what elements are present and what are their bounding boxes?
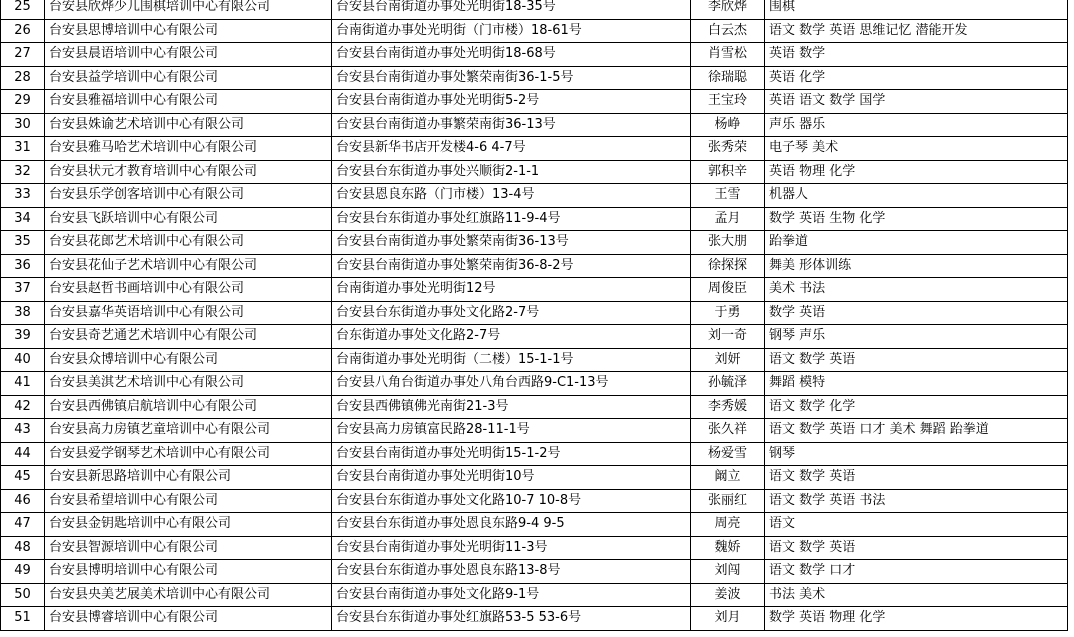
institution-name-cell: 台安县美淇艺术培训中心有限公司 bbox=[45, 372, 332, 396]
table-row bbox=[1, 372, 1068, 396]
address-cell: 台安县恩良东路（门市楼）13-4号 bbox=[332, 184, 691, 208]
row-number-cell: 34 bbox=[1, 207, 45, 231]
row-number-cell: 30 bbox=[1, 113, 45, 137]
institution-name-cell: 台安县花仙子艺术培训中心有限公司 bbox=[45, 254, 332, 278]
institution-name-cell: 台安县雅马哈艺术培训中心有限公司 bbox=[45, 137, 332, 161]
table-row bbox=[1, 19, 1068, 43]
institution-name-cell: 台安县姝谕艺术培训中心有限公司 bbox=[45, 113, 332, 137]
address-cell: 台安县台南街道办事繁荣南街36-13号 bbox=[332, 113, 691, 137]
subjects-cell: 英语 语文 数学 国学 bbox=[765, 90, 1068, 114]
table-row bbox=[1, 90, 1068, 114]
table-row bbox=[1, 113, 1068, 137]
contact-person-cell: 张秀荣 bbox=[691, 137, 765, 161]
address-cell: 台安县台南街道办事处光明街18-68号 bbox=[332, 43, 691, 67]
address-cell: 台南街道办事处光明街（二楼）15-1-1号 bbox=[332, 348, 691, 372]
contact-person-cell: 刘妍 bbox=[691, 348, 765, 372]
subjects-cell: 英语 物理 化学 bbox=[765, 160, 1068, 184]
address-cell: 台安县台东街道办事处文化路2-7号 bbox=[332, 301, 691, 325]
contact-person-cell: 郭积辛 bbox=[691, 160, 765, 184]
subjects-cell: 英语 数学 bbox=[765, 43, 1068, 67]
address-cell: 台安县台南街道办事处光明街5-2号 bbox=[332, 90, 691, 114]
contact-person-cell: 孟月 bbox=[691, 207, 765, 231]
subjects-cell: 书法 美术 bbox=[765, 583, 1068, 607]
row-number-cell: 43 bbox=[1, 419, 45, 443]
table-row bbox=[1, 395, 1068, 419]
institution-name-cell: 台安县爱学钢琴艺术培训中心有限公司 bbox=[45, 442, 332, 466]
address-cell: 台南街道办事处光明街12号 bbox=[332, 278, 691, 302]
subjects-cell: 舞蹈 模特 bbox=[765, 372, 1068, 396]
table-row bbox=[1, 536, 1068, 560]
subjects-cell: 声乐 器乐 bbox=[765, 113, 1068, 137]
address-cell: 台安县台南街道办事处光明街10号 bbox=[332, 466, 691, 490]
institution-name-cell: 台安县金钥匙培训中心有限公司 bbox=[45, 513, 332, 537]
address-cell: 台安县台南街道办事处光明街18-35号 bbox=[332, 0, 691, 19]
row-number-cell: 50 bbox=[1, 583, 45, 607]
address-cell: 台安县台南街道办事处繁荣南街36-8-2号 bbox=[332, 254, 691, 278]
contact-person-cell: 孙毓泽 bbox=[691, 372, 765, 396]
row-number-cell: 25 bbox=[1, 0, 45, 19]
table-row bbox=[1, 560, 1068, 584]
table-row bbox=[1, 513, 1068, 537]
table-row bbox=[1, 207, 1068, 231]
institution-name-cell: 台安县西佛镇启航培训中心有限公司 bbox=[45, 395, 332, 419]
subjects-cell: 语文 bbox=[765, 513, 1068, 537]
subjects-cell: 语文 数学 英语 bbox=[765, 536, 1068, 560]
row-number-cell: 44 bbox=[1, 442, 45, 466]
row-number-cell: 48 bbox=[1, 536, 45, 560]
table-row bbox=[1, 43, 1068, 67]
address-cell: 台安县八角台街道办事处八角台西路9-C1-13号 bbox=[332, 372, 691, 396]
subjects-cell: 语文 数学 英语 思维记忆 潜能开发 bbox=[765, 19, 1068, 43]
table-row bbox=[1, 348, 1068, 372]
row-number-cell: 27 bbox=[1, 43, 45, 67]
subjects-cell: 围棋 bbox=[765, 0, 1068, 19]
institution-name-cell: 台安县雅福培训中心有限公司 bbox=[45, 90, 332, 114]
address-cell: 台安县台东街道办事处文化路10-7 10-8号 bbox=[332, 489, 691, 513]
row-number-cell: 33 bbox=[1, 184, 45, 208]
institution-name-cell: 台安县嘉华英语培训中心有限公司 bbox=[45, 301, 332, 325]
contact-person-cell: 王雪 bbox=[691, 184, 765, 208]
institution-name-cell: 台安县花郎艺术培训中心有限公司 bbox=[45, 231, 332, 255]
contact-person-cell: 张大朋 bbox=[691, 231, 765, 255]
table-row bbox=[1, 184, 1068, 208]
institution-name-cell: 台安县众博培训中心有限公司 bbox=[45, 348, 332, 372]
institution-name-cell: 台安县飞跃培训中心有限公司 bbox=[45, 207, 332, 231]
table-row bbox=[1, 489, 1068, 513]
institution-name-cell: 台安县高力房镇艺童培训中心有限公司 bbox=[45, 419, 332, 443]
contact-person-cell: 张丽红 bbox=[691, 489, 765, 513]
row-number-cell: 32 bbox=[1, 160, 45, 184]
table-row bbox=[1, 419, 1068, 443]
address-cell: 台安县台东街道办事处恩良东路9-4 9-5 bbox=[332, 513, 691, 537]
address-cell: 台安县台东街道办事处兴顺街2-1-1 bbox=[332, 160, 691, 184]
table-row bbox=[1, 254, 1068, 278]
institution-name-cell: 台安县晨语培训中心有限公司 bbox=[45, 43, 332, 67]
contact-person-cell: 周亮 bbox=[691, 513, 765, 537]
institution-name-cell: 台安县奇艺通艺术培训中心有限公司 bbox=[45, 325, 332, 349]
table-row bbox=[1, 231, 1068, 255]
row-number-cell: 37 bbox=[1, 278, 45, 302]
institution-name-cell: 台安县新思路培训中心有限公司 bbox=[45, 466, 332, 490]
institution-name-cell: 台安县思博培训中心有限公司 bbox=[45, 19, 332, 43]
subjects-cell: 机器人 bbox=[765, 184, 1068, 208]
contact-person-cell: 徐探探 bbox=[691, 254, 765, 278]
subjects-cell: 语文 数学 口才 bbox=[765, 560, 1068, 584]
institution-name-cell: 台安县益学培训中心有限公司 bbox=[45, 66, 332, 90]
contact-person-cell: 阚立 bbox=[691, 466, 765, 490]
address-cell: 台安县台南街道办事处光明街15-1-2号 bbox=[332, 442, 691, 466]
row-number-cell: 41 bbox=[1, 372, 45, 396]
contact-person-cell: 白云杰 bbox=[691, 19, 765, 43]
row-number-cell: 29 bbox=[1, 90, 45, 114]
row-number-cell: 26 bbox=[1, 19, 45, 43]
row-number-cell: 28 bbox=[1, 66, 45, 90]
address-cell: 台安县台南街道办事处文化路9-1号 bbox=[332, 583, 691, 607]
contact-person-cell: 刘月 bbox=[691, 607, 765, 631]
address-cell: 台东街道办事处文化路2-7号 bbox=[332, 325, 691, 349]
table-row bbox=[1, 137, 1068, 161]
row-number-cell: 35 bbox=[1, 231, 45, 255]
contact-person-cell: 周俊臣 bbox=[691, 278, 765, 302]
institution-name-cell: 台安县欣烨少儿围棋培训中心有限公司 bbox=[45, 0, 332, 19]
institution-name-cell: 台安县希望培训中心有限公司 bbox=[45, 489, 332, 513]
subjects-cell: 语文 数学 英语 bbox=[765, 348, 1068, 372]
institution-name-cell: 台安县乐学创客培训中心有限公司 bbox=[45, 184, 332, 208]
table-row bbox=[1, 0, 1068, 19]
contact-person-cell: 刘闯 bbox=[691, 560, 765, 584]
table-row bbox=[1, 583, 1068, 607]
table-body bbox=[1, 0, 1068, 630]
subjects-cell: 语文 数学 英语 bbox=[765, 466, 1068, 490]
address-cell: 台安县高力房镇富民路28-11-1号 bbox=[332, 419, 691, 443]
address-cell: 台安县台南街道办事处繁荣南街36-1-5号 bbox=[332, 66, 691, 90]
subjects-cell: 美术 书法 bbox=[765, 278, 1068, 302]
row-number-cell: 38 bbox=[1, 301, 45, 325]
table-row bbox=[1, 466, 1068, 490]
address-cell: 台南街道办事处光明街（门市楼）18-61号 bbox=[332, 19, 691, 43]
row-number-cell: 49 bbox=[1, 560, 45, 584]
subjects-cell: 钢琴 声乐 bbox=[765, 325, 1068, 349]
address-cell: 台安县新华书店开发楼4-6 4-7号 bbox=[332, 137, 691, 161]
institution-name-cell: 台安县央美艺展美术培训中心有限公司 bbox=[45, 583, 332, 607]
contact-person-cell: 李秀媛 bbox=[691, 395, 765, 419]
row-number-cell: 42 bbox=[1, 395, 45, 419]
subjects-cell: 语文 数学 英语 书法 bbox=[765, 489, 1068, 513]
address-cell: 台安县西佛镇佛光南街21-3号 bbox=[332, 395, 691, 419]
row-number-cell: 39 bbox=[1, 325, 45, 349]
institution-name-cell: 台安县博明培训中心有限公司 bbox=[45, 560, 332, 584]
address-cell: 台安县台南街道办事处繁荣南街36-13号 bbox=[332, 231, 691, 255]
row-number-cell: 46 bbox=[1, 489, 45, 513]
subjects-cell: 英语 化学 bbox=[765, 66, 1068, 90]
contact-person-cell: 魏娇 bbox=[691, 536, 765, 560]
address-cell: 台安县台东街道办事处红旗路11-9-4号 bbox=[332, 207, 691, 231]
address-cell: 台安县台东街道办事处恩良东路13-8号 bbox=[332, 560, 691, 584]
table-row bbox=[1, 278, 1068, 302]
contact-person-cell: 徐瑞聪 bbox=[691, 66, 765, 90]
contact-person-cell: 杨峥 bbox=[691, 113, 765, 137]
row-number-cell: 36 bbox=[1, 254, 45, 278]
subjects-cell: 语文 数学 英语 口才 美术 舞蹈 跆拳道 bbox=[765, 419, 1068, 443]
row-number-cell: 31 bbox=[1, 137, 45, 161]
subjects-cell: 钢琴 bbox=[765, 442, 1068, 466]
row-number-cell: 47 bbox=[1, 513, 45, 537]
subjects-cell: 电子琴 美术 bbox=[765, 137, 1068, 161]
contact-person-cell: 刘一奇 bbox=[691, 325, 765, 349]
institution-name-cell: 台安县赵哲书画培训中心有限公司 bbox=[45, 278, 332, 302]
contact-person-cell: 杨爱雪 bbox=[691, 442, 765, 466]
contact-person-cell: 于勇 bbox=[691, 301, 765, 325]
row-number-cell: 51 bbox=[1, 607, 45, 631]
subjects-cell: 舞美 形体训练 bbox=[765, 254, 1068, 278]
contact-person-cell: 张久祥 bbox=[691, 419, 765, 443]
subjects-cell: 数学 英语 生物 化学 bbox=[765, 207, 1068, 231]
contact-person-cell: 姜波 bbox=[691, 583, 765, 607]
contact-person-cell: 李欣烨 bbox=[691, 0, 765, 19]
institution-name-cell: 台安县博睿培训中心有限公司 bbox=[45, 607, 332, 631]
row-number-cell: 45 bbox=[1, 466, 45, 490]
row-number-cell: 40 bbox=[1, 348, 45, 372]
address-cell: 台安县台南街道办事处光明街11-3号 bbox=[332, 536, 691, 560]
table-row bbox=[1, 607, 1068, 631]
table-row bbox=[1, 442, 1068, 466]
address-cell: 台安县台东街道办事处红旗路53-5 53-6号 bbox=[332, 607, 691, 631]
institution-name-cell: 台安县智源培训中心有限公司 bbox=[45, 536, 332, 560]
table-row bbox=[1, 160, 1068, 184]
subjects-cell: 数学 英语 bbox=[765, 301, 1068, 325]
table-row bbox=[1, 301, 1068, 325]
institution-name-cell: 台安县状元才教育培训中心有限公司 bbox=[45, 160, 332, 184]
subjects-cell: 语文 数学 化学 bbox=[765, 395, 1068, 419]
table-row bbox=[1, 325, 1068, 349]
contact-person-cell: 王宝玲 bbox=[691, 90, 765, 114]
contact-person-cell: 肖雪松 bbox=[691, 43, 765, 67]
subjects-cell: 数学 英语 物理 化学 bbox=[765, 607, 1068, 631]
table-row bbox=[1, 66, 1068, 90]
subjects-cell: 跆拳道 bbox=[765, 231, 1068, 255]
